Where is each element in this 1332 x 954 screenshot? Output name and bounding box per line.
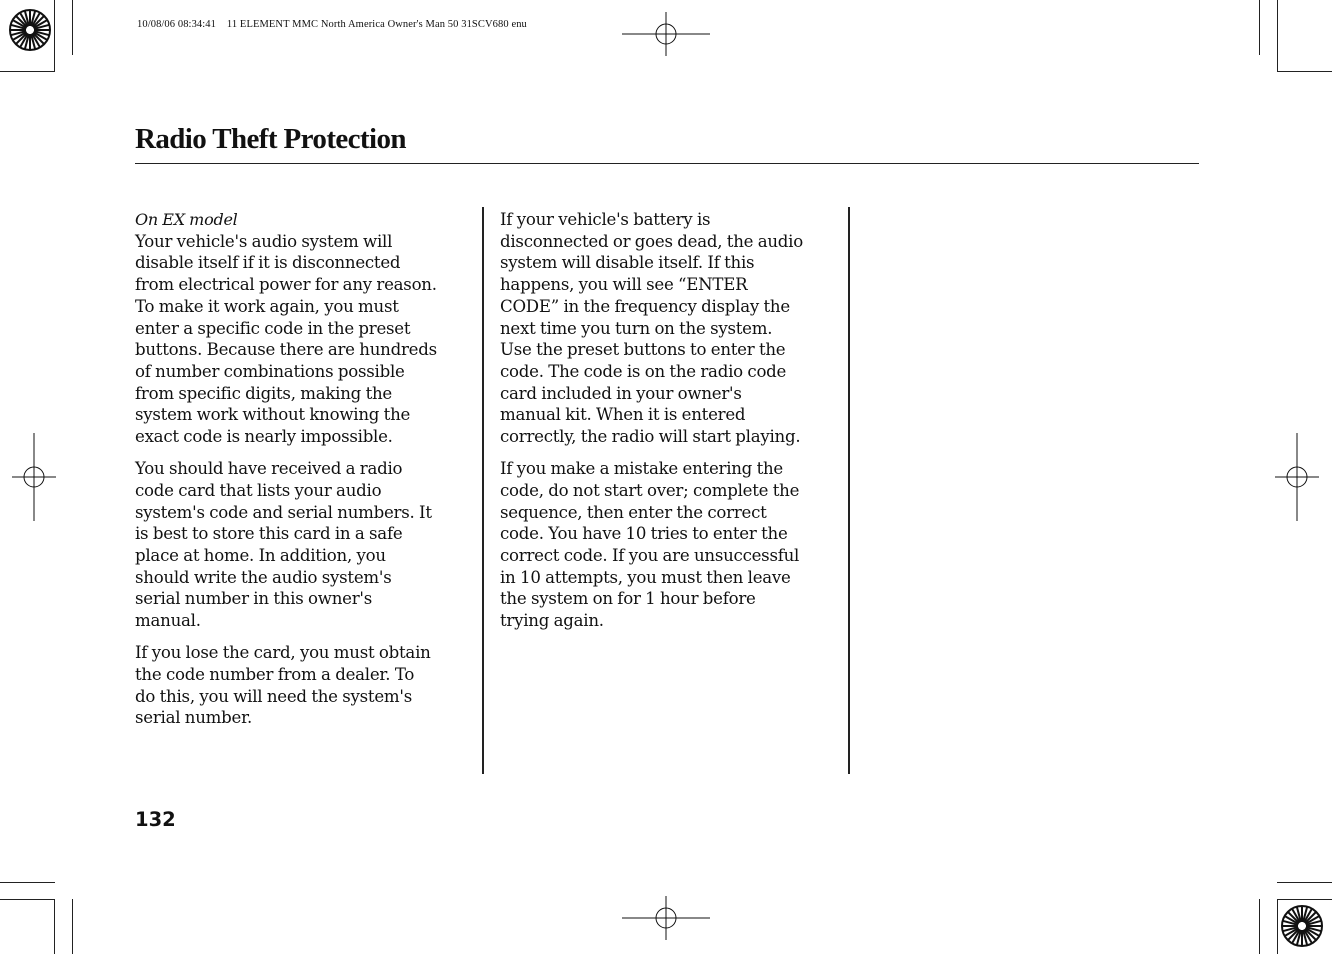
paragraph: If your vehicle's battery is disconnected or goes dead, the audio system will disable itself. If this happens, you will see “ENTER CODE” in the frequency display the next time you turn on the system. Use the preset buttons to enter the code. The code is on the radio code card included in your owner's manual kit. When it is entered correctly, the radio will start playing.	[500, 210, 803, 447]
print-info-slug: 10/08/06 08:34:41 11 ELEMENT MMC North America Owner's Man 50 31SCV680 enu	[137, 19, 527, 30]
page-number: 132	[135, 808, 176, 831]
paragraph: Your vehicle's audio system will disable itself if it is disconnected from electrical power for any reason. To make it work again, you must enter a specific code in the preset buttons. Because there are hundreds of number combinations possible from specific digits, making the system work without knowing the exact code is nearly impossible.	[135, 231, 437, 447]
column-divider	[482, 207, 484, 774]
crosshair-registration-icon	[12, 433, 56, 521]
model-note: On EX model	[135, 210, 238, 229]
title-rule	[135, 163, 1199, 164]
registration-sunburst-icon	[7, 7, 53, 53]
page-title: Radio Theft Protection	[135, 123, 406, 155]
paragraph: If you make a mistake entering the code, do not start over; complete the sequence, then enter the correct code. You have 10 tries to enter the correct code. If you are unsuccessful in 10 attempts, you must then leave the system on for 1 hour before trying again.	[500, 459, 800, 631]
crosshair-registration-icon	[622, 12, 710, 56]
crosshair-registration-icon	[622, 896, 710, 940]
text-column-2	[500, 209, 840, 632]
crosshair-registration-icon	[1275, 433, 1319, 521]
paragraph: You should have received a radio code card that lists your audio system's code and serial numbers. It is best to store this card in a safe place at home. In addition, you should write the audio system's serial number in this owner's manual.	[135, 459, 432, 631]
text-column-1	[135, 209, 475, 729]
registration-sunburst-icon	[1279, 903, 1325, 949]
paragraph: If you lose the card, you must obtain the code number from a dealer. To do this, you will need the system's serial number.	[135, 643, 431, 728]
column-divider	[848, 207, 850, 774]
